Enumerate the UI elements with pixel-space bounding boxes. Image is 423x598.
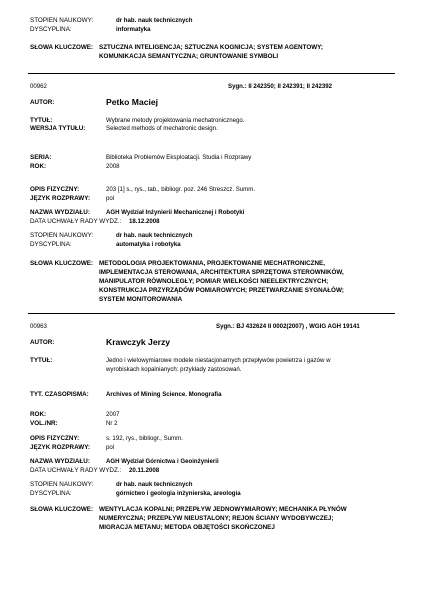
title-version-label: WERSJA TYTUŁU: [30, 125, 86, 132]
title-line: Jedno i wielowymiarowe modele niestacjonarnych przepływów powietrza i gazów w [106, 357, 331, 364]
discipline-label: DYSCYPLINA: [30, 26, 72, 33]
keywords-line: KOMUNIKACJA SEMANTYCZNA; GRUNTOWANIE SYMBOLI [99, 53, 279, 60]
discipline-value: informatyka [116, 26, 151, 33]
keywords-line: WENTYLACJA KOPALNI; PRZEPŁYW JEDNOWYMIAROWY; MECHANIKA PŁYNÓW [99, 506, 347, 513]
degree-value: dr hab. nauk technicznych [116, 232, 193, 239]
title-line: wyrobiskach kopalnianych: przykłady zastosowań. [106, 366, 242, 373]
title-value: Wybrane metody projektowania mechatronicznego. [106, 117, 245, 124]
series-value: Biblioteka Problemów Eksploatacji. Studia i Rozprawy [106, 154, 252, 161]
vol-label: VOL./NR: [30, 420, 58, 427]
physical-value: s. 192, rys., bibliogr., Summ. [106, 435, 183, 442]
keywords-label: SŁOWA KLUCZOWE: [30, 44, 94, 51]
year-label: ROK: [30, 163, 47, 170]
signature: Sygn.: BJ 432624 II 0002(2007) , WGIG AGH 19141 [216, 323, 360, 330]
keywords-line: MANIPULATOR RÓWNOLEGŁY; POMIAR WIELKOŚCI NIEELEKTRYCZNYCH; [99, 278, 329, 285]
keywords-line: SYSTEM MONITOROWANIA [99, 296, 183, 303]
title-version-value: Selected methods of mechatronic design. [106, 125, 218, 132]
discipline-value: automatyka i robotyka [116, 241, 181, 248]
record-divider [28, 73, 395, 74]
language-value: pol [106, 195, 115, 202]
faculty-value: AGH Wydział Inżynierii Mechanicznej i Robotyki [106, 209, 245, 216]
language-value: pol [106, 444, 115, 451]
degree-value: dr hab. nauk technicznych [116, 481, 193, 488]
degree-label: STOPIEN NAUKOWY: [30, 232, 94, 239]
discipline-label: DYSCYPLINA: [30, 241, 72, 248]
date-label: DATA UCHWAŁY RADY WYDZ.: [30, 467, 122, 474]
year-value: 2008 [106, 163, 120, 170]
year-label: ROK: [30, 411, 47, 418]
faculty-label: NAZWA WYDZIAŁU: [30, 209, 90, 216]
keywords-line: KONSTRUKCJA PRZYRZĄDÓW POMIAROWYCH; PRZETWARZANIE SYGNAŁÓW; [99, 287, 344, 294]
keywords-line: SZTUCZNA INTELIGENCJA; SZTUCZNA KOGNICJA; SYSTEM AGENTOWY; [99, 44, 324, 51]
keywords-line: MIGRACJA METANU; METODA OBJĘTOŚCI SKOŃCZONEJ [99, 524, 275, 531]
record-number: 00963 [30, 323, 47, 330]
discipline-value: górnictwo i geologia inżynierska, areologia [116, 490, 241, 497]
faculty-label: NAZWA WYDZIAŁU: [30, 458, 90, 465]
author-name: Petko Maciej [106, 97, 159, 107]
discipline-label: DYSCYPLINA: [30, 490, 72, 497]
year-value: 2007 [106, 411, 120, 418]
language-label: JĘZYK ROZPRAWY: [30, 444, 91, 451]
date-value: 18.12.2008 [129, 218, 160, 225]
physical-label: OPIS FIZYCZNY: [30, 186, 80, 193]
record-number: 00962 [30, 83, 47, 90]
author-label: AUTOR: [30, 339, 55, 346]
title-label: TYTUŁ: [30, 357, 53, 364]
degree-label: STOPIEN NAUKOWY: [30, 17, 94, 24]
physical-value: 203 [1] s., rys., tab., bibliogr. poz. 246 Streszcz. Summ. [106, 186, 256, 193]
keywords-line: NUMERYCZNA; PRZEPŁYW NIEUSTALONY; REJON ŚCIANY WYDOBYWCZEJ; [99, 515, 334, 522]
physical-label: OPIS FIZYCZNY: [30, 435, 80, 442]
date-label: DATA UCHWAŁY RADY WYDZ.: [30, 218, 122, 225]
keywords-label: SŁOWA KLUCZOWE: [30, 260, 94, 267]
degree-value: dr hab. nauk technicznych [116, 17, 193, 24]
title-label: TYTUŁ: [30, 117, 53, 124]
record-divider [28, 313, 395, 314]
journal-label: TYT. CZASOPISMA: [30, 391, 89, 398]
author-name: Krawczyk Jerzy [106, 337, 171, 347]
keywords-line: IMPLEMENTACJA STEROWANIA, ARCHITEKTURA SPRZĘTOWA STEROWNIKÓW, [99, 269, 344, 276]
date-value: 20.11.2008 [129, 467, 160, 474]
keywords-label: SŁOWA KLUCZOWE: [30, 506, 94, 513]
language-label: JĘZYK ROZPRAWY: [30, 195, 91, 202]
author-label: AUTOR: [30, 99, 55, 106]
signature: Sygn.: II 242350; II 242391; II 242392 [228, 83, 332, 90]
journal-value: Archives of Mining Science. Monografia [106, 391, 222, 398]
degree-label: STOPIEN NAUKOWY: [30, 481, 94, 488]
faculty-value: AGH Wydział Górnictwa i Geoinżynierii [106, 458, 219, 465]
series-label: SERIA: [30, 154, 52, 161]
keywords-line: METODOLOGIA PROJEKTOWANIA, PROJEKTOWANIE MECHATRONICZNE, [99, 260, 326, 267]
vol-value: Nr 2 [106, 420, 118, 427]
